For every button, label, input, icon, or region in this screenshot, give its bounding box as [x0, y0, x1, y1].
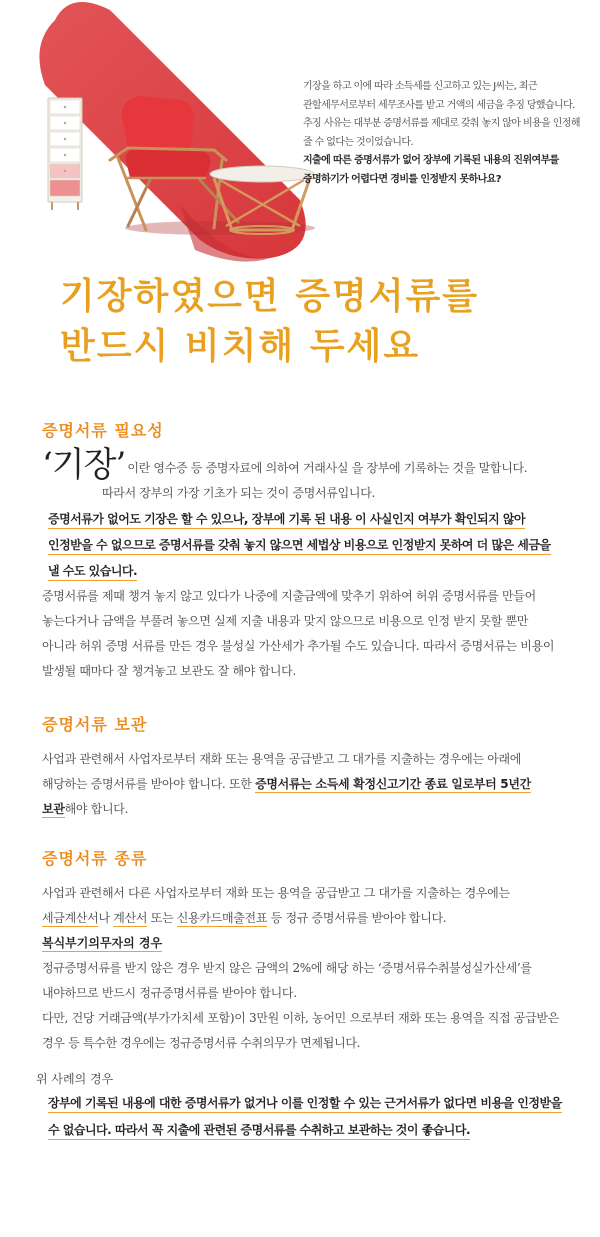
bookkeeping-subtitle-text: 복식부기의무자의 경우	[42, 936, 163, 950]
intro-text	[303, 78, 583, 190]
section-title-types: 증명서류 종류	[42, 849, 148, 868]
section-conclusion	[36, 1068, 564, 1144]
section-types	[42, 846, 564, 1056]
giant-keyword: ‘기장’	[42, 445, 126, 485]
item-tax-invoice: 세금계산서	[42, 911, 99, 925]
headline-line-1: 기장하였으면 증명서류를	[60, 276, 480, 317]
necessity-highlight-text: 증명서류가 없어도 기장은 할 수 있으나, 장부에 기록 된 내용 이 사실인지 여부가 확인되지 않아 인정받을 수 없으므로 증명서류를 갖춰 놓지 않으면 세법상 비용으로 인정받지 못하여 더 많은 세금을 낼 수도 있습니다.	[48, 512, 551, 581]
storage-body-pre: 사업과 관련해서 사업자로부터 재화 또는 용역을 공급받고 그 대가를 지출하는 경우에는 아래에 해당하는 증명서류를 받아야 합니다. 또한	[42, 752, 522, 791]
section-title-necessity: 증명서류 필요성	[42, 421, 164, 440]
intro-question: 지출에 따른 증명서류가 없어 장부에 기록된 내용의 진위여부를 증명하기가 어렵다면 경비를 인정받지 못하나요?	[303, 155, 559, 185]
storage-body	[42, 747, 564, 822]
section-title-storage: 증명서류 보관	[42, 715, 148, 734]
necessity-body: 증명서류를 제때 챙겨 놓지 않고 있다가 나중에 지출금액에 맞추기 위하여 허위 증명서류를 만들어 놓는다거나 금액을 부풀려 놓으면 실제 지출 내용과 맞지 않으므로 비용으로 인정 받지 못할 뿐만 아니라 허위 증명 서류를 만든 경우 불성실 가산세가 추가될 수도 있습니다. 따라서 증명서류는 비용이 발생될 때마다 잘 챙겨놓고 보관도 잘 해야 합니다.	[42, 589, 555, 678]
item-invoice: 계산서	[113, 911, 148, 925]
intro-paragraph-1: 기장을 하고 이에 따라 소득세를 신고하고 있는 J씨는, 최근 관할세무서로부터 세무조사를 받고 거액의 세금을 추징 당했습니다. 추징 사유는 대부분 증명서류를 제대로 갖춰 놓지 않아 비용을 인정해 줄 수 없다는 것이었습니다.	[303, 81, 580, 148]
types-body-post: 등 정규 증명서류를 받아야 합니다.	[267, 911, 447, 925]
conclusion-label: 위 사례의 경우	[36, 1072, 114, 1086]
main-headline	[60, 272, 580, 372]
item-card-receipt: 신용카드매출전표	[176, 911, 268, 925]
storage-highlight: 증명서류는 소득세 확정신고기간 종료 일로부터 5년간 보관	[42, 777, 531, 816]
definition-text-2: 따라서 장부의 가장 기초가 되는 것이 증명서류입니다.	[102, 486, 376, 500]
dresser-icon	[48, 98, 82, 210]
bookkeeping-subtitle	[42, 931, 564, 956]
hero-section	[0, 0, 600, 270]
conclusion-text: 장부에 기록된 내용에 대한 증명서류가 없거나 이를 인정할 수 있는 근거서류가 없다면 비용을 인정받을 수 없습니다. 따라서 꼭 지출에 관련된 증명서류를 수취하고 보관하는 것이 좋습니다.	[48, 1096, 562, 1140]
conclusion-highlight	[36, 1090, 564, 1144]
exemption-note: 다만, 건당 거래금액(부가가치세 포함)이 3만원 이하, 농어민 으로부터 재화 또는 용역을 직접 공급받은 경우 등 특수한 경우에는 정규증명서류 수취의무가 면제됩니다.	[42, 1011, 559, 1050]
types-body	[42, 881, 564, 931]
headline-line-2: 반드시 비치해 두세요	[60, 326, 421, 367]
types-sep-2: 또는	[147, 911, 177, 925]
types-body-pre: 사업과 관련해서 다른 사업자로부터 재화 또는 용역을 공급받고 그 대가를 지출하는 경우에는	[42, 886, 510, 900]
bookkeeping-body: 정규증명서류를 받지 않은 경우 받지 않은 금액의 2%에 해당 하는 ‘증명서류수취불성실가산세’를 내야하므로 반드시 정규증명서류를 받아야 합니다.	[42, 961, 532, 1000]
section-necessity	[42, 418, 564, 684]
definition-text: 이란 영수증 등 증명자료에 의하여 거래사실 을 장부에 기록하는 것을 말합니다.	[127, 461, 528, 475]
definition-paragraph	[42, 445, 564, 506]
necessity-highlight	[42, 506, 564, 584]
storage-body-post: 해야 합니다.	[64, 802, 129, 816]
types-sep-1: 나	[98, 911, 114, 925]
section-storage	[42, 712, 564, 822]
